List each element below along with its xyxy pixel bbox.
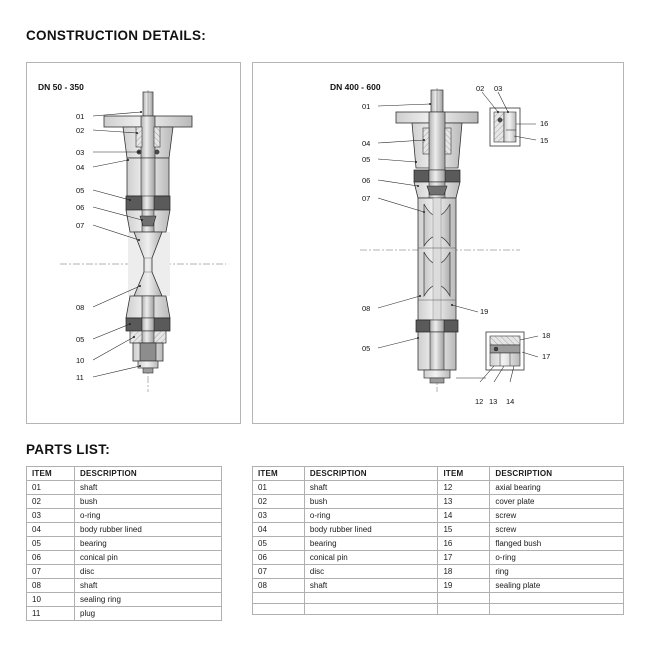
cell-item	[253, 593, 305, 604]
cell-item: 04	[27, 523, 75, 537]
dn-label-right: DN 400 - 600	[330, 82, 381, 92]
table-row	[27, 579, 222, 593]
cell-description: bush	[304, 495, 438, 509]
cell-description	[304, 593, 438, 604]
cell-item	[438, 593, 490, 604]
callout-right-16: 16	[540, 119, 549, 128]
cell-item: 01	[253, 481, 305, 495]
callout-right-17: 17	[542, 352, 551, 361]
callout-left-03: 03	[76, 148, 85, 157]
table-row	[253, 509, 624, 523]
table-row	[27, 593, 222, 607]
cell-item: 07	[253, 565, 305, 579]
cell-description: bearing	[304, 537, 438, 551]
callout-right-19: 19	[480, 307, 489, 316]
callout-right-08: 08	[362, 304, 371, 313]
cell-description: o-ring	[304, 509, 438, 523]
cell-item: 14	[438, 509, 490, 523]
callout-left-01: 01	[76, 112, 85, 121]
cell-item: 16	[438, 537, 490, 551]
cell-item: 02	[253, 495, 305, 509]
cell-item: 18	[438, 565, 490, 579]
page-title-construction: CONSTRUCTION DETAILS:	[26, 28, 207, 43]
callout-right-06: 06	[362, 176, 371, 185]
callout-right-15: 15	[540, 136, 549, 145]
cell-description: bearing	[75, 537, 222, 551]
cell-description: shaft	[75, 481, 222, 495]
cell-description	[490, 604, 624, 615]
parts-table-right	[252, 466, 624, 615]
table-row	[253, 481, 624, 495]
callout-left-05b: 05	[76, 335, 85, 344]
cell-item: 05	[253, 537, 305, 551]
table-header-row	[27, 467, 222, 481]
callout-right-04: 04	[362, 139, 371, 148]
header-item: ITEM	[27, 467, 75, 481]
cell-description: cover plate	[490, 495, 624, 509]
header-item-1: ITEM	[253, 467, 305, 481]
table-row	[253, 565, 624, 579]
cell-description: shaft	[304, 579, 438, 593]
cell-description: disc	[75, 565, 222, 579]
callout-left-08: 08	[76, 303, 85, 312]
cell-item: 17	[438, 551, 490, 565]
cell-description: shaft	[75, 579, 222, 593]
table-row	[253, 495, 624, 509]
cell-description: conical pin	[75, 551, 222, 565]
parts-table-left	[26, 466, 222, 621]
callout-left-04: 04	[76, 163, 85, 172]
callout-right-12: 12	[475, 397, 484, 406]
callout-right-01: 01	[362, 102, 371, 111]
cell-item	[253, 604, 305, 615]
cell-item: 12	[438, 481, 490, 495]
callout-left-02: 02	[76, 126, 85, 135]
cell-item: 10	[27, 593, 75, 607]
table-row	[253, 523, 624, 537]
table-row	[27, 481, 222, 495]
cell-description: conical pin	[304, 551, 438, 565]
table-row	[27, 509, 222, 523]
cell-description: o-ring	[75, 509, 222, 523]
table-row	[253, 579, 624, 593]
callout-right-05: 05	[362, 155, 371, 164]
callout-left-10: 10	[76, 356, 85, 365]
callout-left-07: 07	[76, 221, 85, 230]
cell-item: 07	[27, 565, 75, 579]
cell-item: 19	[438, 579, 490, 593]
cell-description: plug	[75, 607, 222, 621]
cell-item: 01	[27, 481, 75, 495]
cell-description: o-ring	[490, 551, 624, 565]
callout-right-14: 14	[506, 397, 515, 406]
header-description: DESCRIPTION	[75, 467, 222, 481]
table-row	[27, 495, 222, 509]
table-row	[27, 551, 222, 565]
table-row	[27, 607, 222, 621]
header-description-2: DESCRIPTION	[490, 467, 624, 481]
cell-description: shaft	[304, 481, 438, 495]
cell-item: 03	[253, 509, 305, 523]
drawing-frame-right	[252, 62, 624, 424]
cell-description: ring	[490, 565, 624, 579]
cell-description: bush	[75, 495, 222, 509]
callout-left-11: 11	[76, 373, 84, 382]
cell-item: 02	[27, 495, 75, 509]
header-description-1: DESCRIPTION	[304, 467, 438, 481]
callout-left-06: 06	[76, 203, 85, 212]
cell-description	[304, 604, 438, 615]
cell-description: flanged bush	[490, 537, 624, 551]
callout-right-07: 07	[362, 194, 371, 203]
cell-description: screw	[490, 509, 624, 523]
cell-description	[490, 593, 624, 604]
callout-right-18: 18	[542, 331, 551, 340]
page-title-parts: PARTS LIST:	[26, 442, 111, 457]
cell-item: 15	[438, 523, 490, 537]
callout-right-03: 03	[494, 84, 503, 93]
table-header-row	[253, 467, 624, 481]
table-row	[27, 523, 222, 537]
cell-description: axial bearing	[490, 481, 624, 495]
callout-right-13: 13	[489, 397, 498, 406]
header-item-2: ITEM	[438, 467, 490, 481]
callout-right-02: 02	[476, 84, 485, 93]
cell-description: sealing plate	[490, 579, 624, 593]
cell-item: 13	[438, 495, 490, 509]
callout-left-05: 05	[76, 186, 85, 195]
cell-item: 11	[27, 607, 75, 621]
drawing-frame-left	[26, 62, 241, 424]
cell-item: 06	[253, 551, 305, 565]
cell-item: 05	[27, 537, 75, 551]
cell-item: 08	[253, 579, 305, 593]
cell-item: 06	[27, 551, 75, 565]
dn-label-left: DN 50 - 350	[38, 82, 84, 92]
table-row	[27, 537, 222, 551]
table-row	[27, 565, 222, 579]
cell-description: disc	[304, 565, 438, 579]
cell-description: sealing ring	[75, 593, 222, 607]
cell-description: screw	[490, 523, 624, 537]
callout-right-05b: 05	[362, 344, 371, 353]
cell-item: 03	[27, 509, 75, 523]
cell-description: body rubber lined	[304, 523, 438, 537]
cell-description: body rubber lined	[75, 523, 222, 537]
cell-item: 04	[253, 523, 305, 537]
table-row	[253, 537, 624, 551]
cell-item: 08	[27, 579, 75, 593]
table-row	[253, 593, 624, 604]
table-row	[253, 551, 624, 565]
table-row	[253, 604, 624, 615]
cell-item	[438, 604, 490, 615]
